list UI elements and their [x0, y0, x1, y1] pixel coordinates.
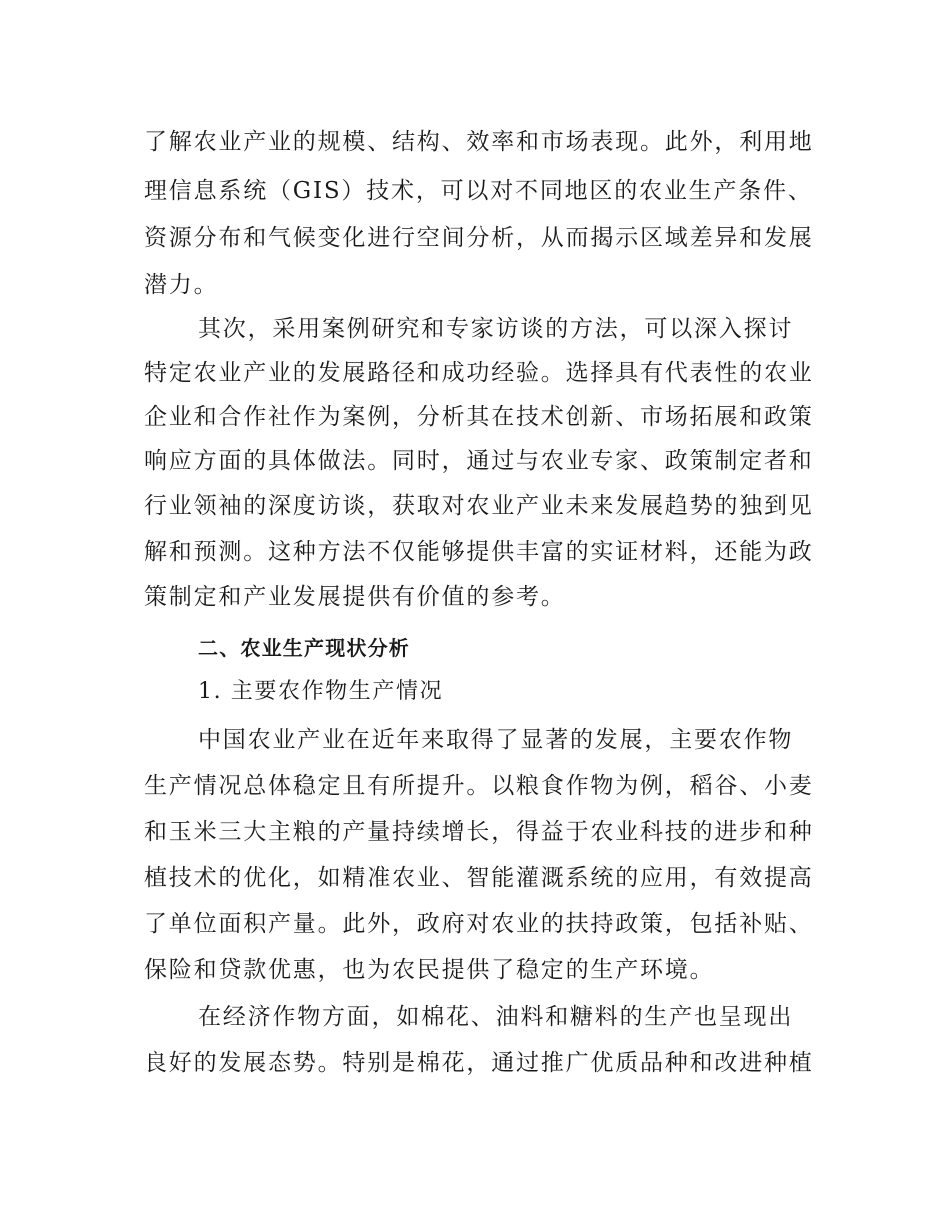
paragraph-line: 资源分布和气候变化进行空间分析，从而揭示区域差异和发展: [144, 225, 814, 251]
section-heading: 二、农业生产现状分析: [198, 636, 410, 660]
paragraph-line: 良好的发展态势。特别是棉花，通过推广优质品种和改进种植: [144, 1050, 814, 1076]
paragraph-line: 生产情况总体稳定且有所提升。以粮食作物为例，稻谷、小麦: [144, 773, 814, 799]
paragraph-line: 特定农业产业的发展路径和成功经验。选择具有代表性的农业: [144, 360, 814, 386]
paragraph-line: 保险和贷款优惠，也为农民提供了稳定的生产环境。: [144, 957, 715, 983]
paragraph-line: 其次，采用案例研究和专家访谈的方法，可以深入探讨: [198, 316, 794, 342]
paragraph-line: 解和预测。这种方法不仅能够提供丰富的实证材料，还能为政: [144, 539, 814, 565]
paragraph-line: 在经济作物方面，如棉花、油料和糖料的生产也呈现出: [198, 1004, 794, 1030]
subsection-heading: 1. 主要农作物生产情况: [198, 679, 444, 704]
paragraph-line: 策制定和产业发展提供有价值的参考。: [144, 584, 566, 610]
paragraph-line: 和玉米三大主粮的产量持续增长，得益于农业科技的进步和种: [144, 819, 814, 845]
paragraph-line: 行业领袖的深度访谈，获取对农业产业未来发展趋势的独到见: [144, 493, 814, 519]
paragraph-line: 植技术的优化，如精准农业、智能灌溉系统的应用，有效提高: [144, 865, 814, 891]
paragraph-line: 企业和合作社作为案例，分析其在技术创新、市场拓展和政策: [144, 404, 814, 430]
paragraph-line: 了单位面积产量。此外，政府对农业的扶持政策，包括补贴、: [144, 911, 814, 937]
paragraph-line: 中国农业产业在近年来取得了显著的发展，主要农作物: [198, 727, 794, 753]
paragraph-line: 潜力。: [144, 272, 219, 298]
paragraph-line: 了解农业产业的规模、结构、效率和市场表现。此外，利用地: [144, 129, 814, 155]
paragraph-line: 响应方面的具体做法。同时，通过与农业专家、政策制定者和: [144, 448, 814, 474]
paragraph-line: 理信息系统（GIS）技术，可以对不同地区的农业生产条件、: [144, 178, 813, 204]
